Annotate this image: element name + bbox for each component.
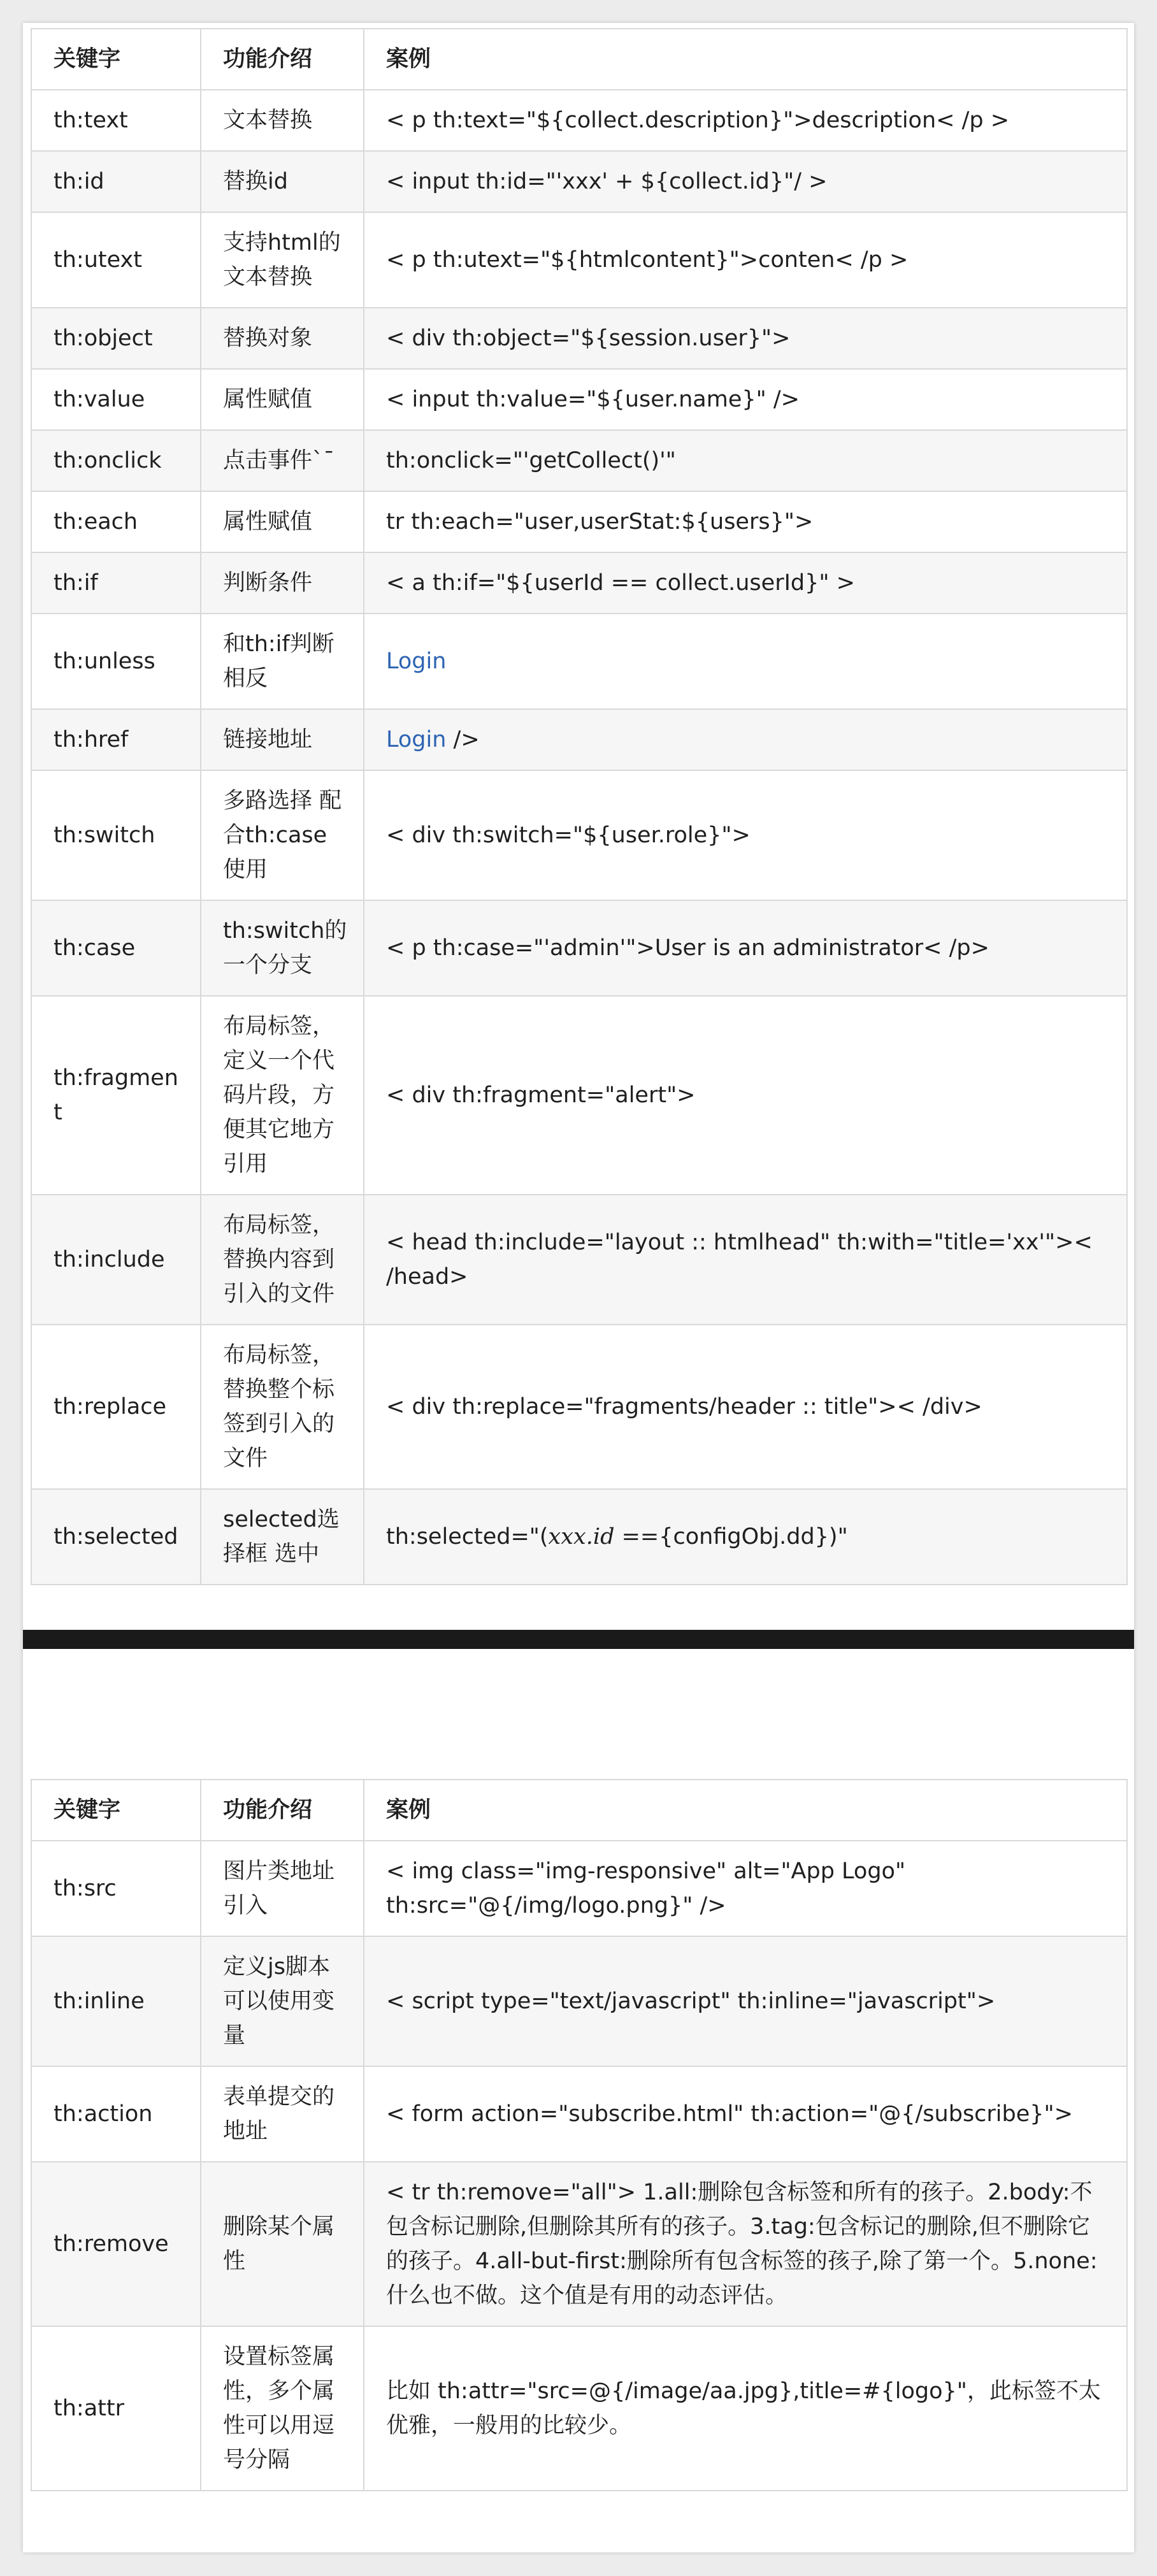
- cell-example: < div th:replace="fragments/header :: title">< /div>: [364, 1325, 1127, 1489]
- cell-keyword: th:remove: [31, 2162, 201, 2326]
- cell-example-prefix: th:selected="(: [386, 1524, 549, 1550]
- cell-description: selected选择框 选中: [201, 1489, 364, 1585]
- cell-description: th:switch的一个分支: [201, 900, 364, 996]
- cell-description: 定义js脚本可以使用变量: [201, 1936, 364, 2066]
- cell-keyword: th:replace: [31, 1325, 201, 1489]
- cell-description: 和th:if判断相反: [201, 614, 364, 709]
- cell-example: < a th:if="${userId == collect.userId}" >: [364, 552, 1127, 614]
- cell-description: 属性赋值: [201, 491, 364, 552]
- cell-keyword: th:each: [31, 491, 201, 552]
- cell-example: 比如 th:attr="src=@{/image/aa.jpg},title=#{logo}"，此标签不太优雅，一般用的比较少。: [364, 2326, 1127, 2491]
- cell-keyword: th:selected: [31, 1489, 201, 1585]
- table-row: [31, 308, 1127, 369]
- cell-description: 图片类地址引入: [201, 1841, 364, 1936]
- cell-keyword: th:value: [31, 369, 201, 430]
- cell-example-text: />: [446, 727, 480, 752]
- cell-keyword: th:object: [31, 308, 201, 369]
- cell-keyword: th:id: [31, 151, 201, 212]
- cell-keyword: th:utext: [31, 212, 201, 308]
- cell-example: tr th:each="user,userStat:${users}">: [364, 491, 1127, 552]
- cell-example: [364, 614, 1127, 709]
- cell-example: < div th:fragment="alert">: [364, 996, 1127, 1195]
- table-row: [31, 1841, 1127, 1936]
- table-row: [31, 709, 1127, 770]
- cell-description: 属性赋值: [201, 369, 364, 430]
- table-row: [31, 369, 1127, 430]
- cell-example: th:onclick="'getCollect()'": [364, 430, 1127, 491]
- table-row: [31, 1195, 1127, 1325]
- table-header-row: [31, 1780, 1127, 1841]
- table-row: [31, 996, 1127, 1195]
- cell-description: 表单提交的地址: [201, 2066, 364, 2162]
- cell-keyword: th:href: [31, 709, 201, 770]
- cell-description: 设置标签属性，多个属性可以用逗号分隔: [201, 2326, 364, 2491]
- cell-description: 替换对象: [201, 308, 364, 369]
- cell-description: 支持html的文本替换: [201, 212, 364, 308]
- cell-example: < p th:text="${collect.description}">description< /p >: [364, 90, 1127, 151]
- cell-description: 文本替换: [201, 90, 364, 151]
- document-page: [23, 23, 1134, 2552]
- cell-example: < div th:object="${session.user}">: [364, 308, 1127, 369]
- header-function: 功能介绍: [201, 29, 364, 90]
- cell-example: < div th:switch="${user.role}">: [364, 770, 1127, 900]
- cell-keyword: th:fragment: [31, 996, 201, 1195]
- cell-description: 布局标签，替换整个标签到引入的文件: [201, 1325, 364, 1489]
- header-keyword: 关键字: [31, 1780, 201, 1841]
- attributes-table-2: [31, 1779, 1128, 2491]
- table-row: [31, 900, 1127, 996]
- cell-description: 布局标签，替换内容到引入的文件: [201, 1195, 364, 1325]
- login-link[interactable]: Login: [386, 727, 447, 752]
- cell-example: < form action="subscribe.html" th:action="@{/subscribe}">: [364, 2066, 1127, 2162]
- cell-description: 链接地址: [201, 709, 364, 770]
- cell-keyword: th:inline: [31, 1936, 201, 2066]
- table-row: [31, 2162, 1127, 2326]
- cell-description: 布局标签，定义一个代码片段，方便其它地方引用: [201, 996, 364, 1195]
- cell-keyword: th:attr: [31, 2326, 201, 2491]
- header-example: 案例: [364, 1780, 1127, 1841]
- table-row: [31, 212, 1127, 308]
- table-row: [31, 1936, 1127, 2066]
- cell-description: 点击事件`¯: [201, 430, 364, 491]
- table-row: [31, 90, 1127, 151]
- cell-description: 替换id: [201, 151, 364, 212]
- attributes-table-1: [31, 28, 1128, 1585]
- table-row: [31, 430, 1127, 491]
- header-function: 功能介绍: [201, 1780, 364, 1841]
- cell-example-suffix: {configObj.dd})": [659, 1524, 848, 1550]
- cell-keyword: th:include: [31, 1195, 201, 1325]
- cell-description: 删除某个属性: [201, 2162, 364, 2326]
- table-row: [31, 2326, 1127, 2491]
- cell-example: < p th:utext="${htmlcontent}">conten< /p >: [364, 212, 1127, 308]
- table-row: [31, 1325, 1127, 1489]
- cell-example: [364, 709, 1127, 770]
- table-row: [31, 552, 1127, 614]
- cell-keyword: th:text: [31, 90, 201, 151]
- cell-keyword: th:unless: [31, 614, 201, 709]
- header-keyword: 关键字: [31, 29, 201, 90]
- cell-keyword: th:src: [31, 1841, 201, 1936]
- cell-keyword: th:case: [31, 900, 201, 996]
- cell-keyword: th:if: [31, 552, 201, 614]
- login-link[interactable]: Login: [386, 649, 447, 674]
- cell-example: < script type="text/javascript" th:inline="javascript">: [364, 1936, 1127, 2066]
- cell-example: < head th:include="layout :: htmlhead" th:with="title='xx'">< /head>: [364, 1195, 1127, 1325]
- cell-example: < input th:id="'xxx' + ${collect.id}"/ >: [364, 151, 1127, 212]
- cell-description: 判断条件: [201, 552, 364, 614]
- cell-example: < input th:value="${user.name}" />: [364, 369, 1127, 430]
- table-row: [31, 2066, 1127, 2162]
- table-row: [31, 770, 1127, 900]
- cell-keyword: th:action: [31, 2066, 201, 2162]
- header-example: 案例: [364, 29, 1127, 90]
- cell-example: [364, 1489, 1127, 1585]
- cell-example: < img class="img-responsive" alt="App Logo" th:src="@{/img/logo.png}" />: [364, 1841, 1127, 1936]
- cell-keyword: th:onclick: [31, 430, 201, 491]
- cell-keyword: th:switch: [31, 770, 201, 900]
- table-row: [31, 614, 1127, 709]
- cell-example: < p th:case="'admin'">User is an administrator< /p>: [364, 900, 1127, 996]
- cell-example-math: xxx.id ==: [548, 1524, 659, 1550]
- table-row: [31, 491, 1127, 552]
- section-divider: [23, 1630, 1134, 1649]
- cell-example: < tr th:remove="all"> 1.all:删除包含标签和所有的孩子。2.body:不包含标记删除,但删除其所有的孩子。3.tag:包含标记的删除,但不删除它的孩子。4.all-but-first:删除所有包含标签的孩子,除了第一个。5.none:什么也不做。这个值是有用的动态评估。: [364, 2162, 1127, 2326]
- table-row: [31, 151, 1127, 212]
- cell-description: 多路选择 配合th:case 使用: [201, 770, 364, 900]
- table-header-row: [31, 29, 1127, 90]
- table-row: [31, 1489, 1127, 1585]
